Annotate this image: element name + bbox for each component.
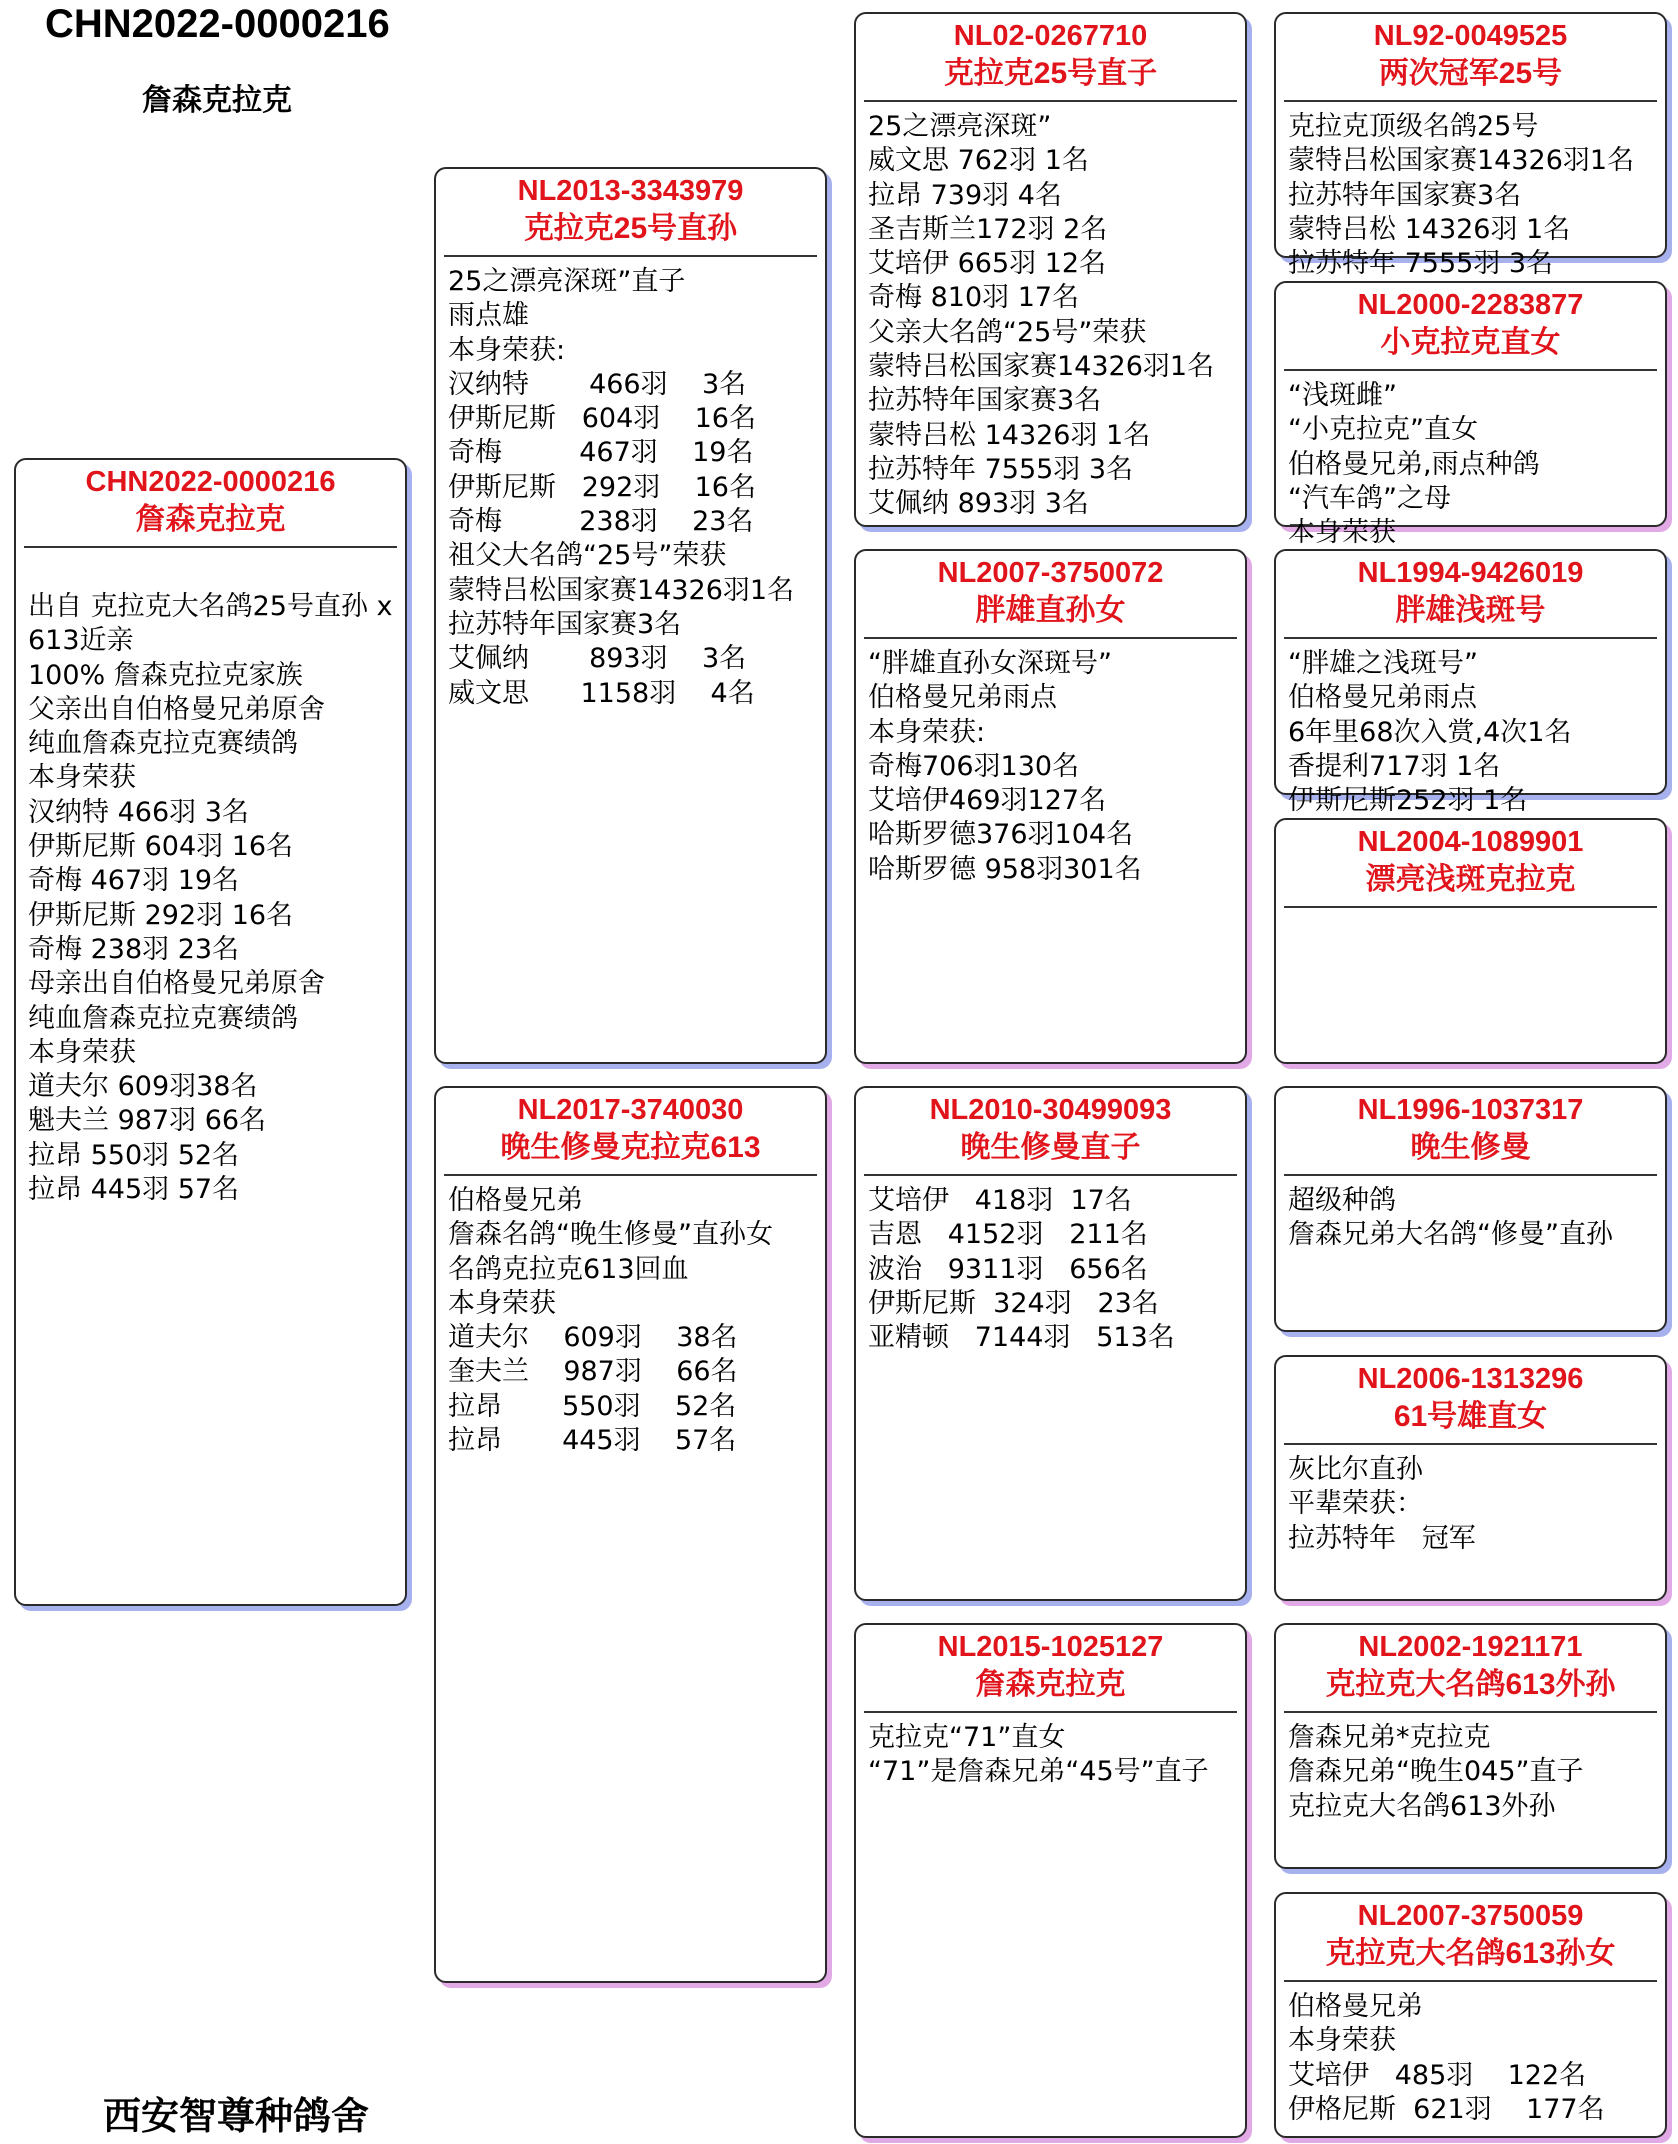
note-line: 100% 詹森克拉克家族 bbox=[28, 659, 303, 691]
pedigree-card-dsd[interactable] bbox=[1274, 1355, 1667, 1601]
ring-number: CHN2022-0000216 bbox=[85, 466, 336, 498]
note-line: 奇梅 467羽 19名 bbox=[448, 437, 754, 469]
note-line: 拉昂 550羽 52名 bbox=[448, 1390, 737, 1422]
note-line: 本身荣获 bbox=[448, 1287, 556, 1319]
card-notes bbox=[1276, 639, 1665, 818]
pigeon-name: 詹森克拉克 bbox=[975, 1668, 1126, 1701]
pedigree-card-sire-sire[interactable] bbox=[854, 12, 1247, 527]
note-line: 本身荣获 bbox=[1288, 2025, 1396, 2057]
note-line: 道夫尔 609羽38名 bbox=[28, 1071, 258, 1103]
note-line: 威文思 1158羽 4名 bbox=[448, 677, 755, 709]
note-line: 奇梅 238羽 23名 bbox=[28, 933, 240, 965]
card-header bbox=[436, 169, 825, 249]
note-line: “小克拉克”直女 bbox=[1288, 414, 1478, 446]
note-line: “胖雄之浅斑号” bbox=[1288, 648, 1478, 679]
card-notes bbox=[1276, 908, 1665, 916]
pedigree-card-sire-dam[interactable] bbox=[854, 549, 1247, 1064]
note-line: 哈斯罗德376羽104名 bbox=[868, 819, 1134, 851]
note-line: 母亲出自伯格曼兄弟原舍 bbox=[28, 968, 325, 1000]
ring-number: NL2002-1921171 bbox=[1358, 1631, 1583, 1663]
pedigree-card-dam-sire[interactable] bbox=[854, 1086, 1247, 1601]
note-line: 艾培伊 418羽 17名 bbox=[868, 1185, 1132, 1216]
note-line: 拉昂 550羽 52名 bbox=[28, 1139, 240, 1171]
note-line: 蒙特吕松国家赛14326羽1名 bbox=[1288, 145, 1635, 177]
note-line: 詹森兄弟*克拉克 bbox=[1288, 1722, 1491, 1753]
loft-name-footer: 西安智尊种鸽舍 bbox=[103, 2094, 370, 2138]
note-line: 伯格曼兄弟,雨点种鸽 bbox=[1288, 448, 1540, 480]
note-line: 伊斯尼斯 292羽 16名 bbox=[448, 471, 756, 503]
note-line: 本身荣获 bbox=[28, 1036, 136, 1068]
note-line: 克拉克大名鸽613外孙 bbox=[1288, 1790, 1556, 1822]
note-line: 伊斯尼斯 324羽 23名 bbox=[868, 1287, 1159, 1319]
pedigree-card-ddd[interactable] bbox=[1274, 1892, 1667, 2138]
ring-number: NL2010-30499093 bbox=[929, 1094, 1172, 1126]
note-line: 拉苏特年 7555羽 3名 bbox=[868, 453, 1134, 485]
note-line: 汉纳特 466羽 3名 bbox=[28, 796, 249, 828]
note-line: 伯格曼兄弟 bbox=[448, 1185, 583, 1216]
pigeon-name: 61号雄直女 bbox=[1393, 1400, 1548, 1433]
pigeon-name: 詹森克拉克 bbox=[135, 503, 286, 536]
ring-number: NL2006-1313296 bbox=[1357, 1363, 1584, 1395]
note-line: 本身荣获 bbox=[28, 762, 136, 794]
pedigree-card-sds[interactable] bbox=[1274, 549, 1667, 817]
pigeon-name: 小克拉克直女 bbox=[1380, 326, 1561, 359]
note-line: 艾培伊 665羽 12名 bbox=[868, 248, 1107, 280]
note-line: 哈斯罗德 958羽301名 bbox=[868, 853, 1142, 885]
note-line: 奇梅 810羽 17名 bbox=[868, 282, 1080, 314]
ring-number: NL92-0049525 bbox=[1373, 20, 1568, 52]
note-line: 灰比尔直孙 bbox=[1288, 1454, 1423, 1485]
ring-number: NL2013-3343979 bbox=[517, 175, 744, 207]
note-line: 拉昂 445羽 57名 bbox=[448, 1425, 737, 1457]
note-line: 父亲出自伯格曼兄弟原舍 bbox=[28, 693, 325, 725]
note-line: 克拉克顶级名鸽25号 bbox=[1288, 111, 1539, 142]
pedigree-card-sss[interactable] bbox=[1274, 12, 1667, 280]
note-line: 波治 9311羽 656名 bbox=[868, 1253, 1148, 1285]
note-line: 亚精顿 7144羽 513名 bbox=[868, 1322, 1175, 1354]
note-line: 纯血詹森克拉克赛绩鸽 bbox=[28, 1002, 298, 1034]
note-line: 艾佩纳 893羽 3名 bbox=[448, 643, 747, 675]
note-line: 25之漂亮深斑” bbox=[868, 111, 1052, 142]
note-line: 本身荣获 bbox=[1288, 517, 1396, 549]
card-notes bbox=[856, 1713, 1245, 1790]
note-line: 魁夫兰 987羽 66名 bbox=[28, 1105, 267, 1137]
note-line: 道夫尔 609羽 38名 bbox=[448, 1322, 738, 1354]
note-line: 25之漂亮深斑”直子 bbox=[448, 266, 686, 297]
note-line: 本身荣获: bbox=[868, 716, 986, 748]
card-header bbox=[16, 460, 405, 540]
card-header bbox=[1276, 1894, 1665, 1974]
card-header bbox=[436, 1088, 825, 1168]
note-line: “胖雄直孙女深斑号” bbox=[868, 648, 1112, 679]
ring-number: NL1994-9426019 bbox=[1357, 557, 1584, 589]
note-line: “汽车鸽”之母 bbox=[1288, 482, 1451, 514]
note-line: “浅斑雌” bbox=[1288, 380, 1397, 411]
note-line: 名鸽克拉克613回血 bbox=[448, 1253, 689, 1285]
note-line bbox=[28, 556, 405, 590]
pigeon-name: 克拉克大名鸽613外孙 bbox=[1325, 1668, 1616, 1701]
note-line: 汉纳特 466羽 3名 bbox=[448, 368, 747, 400]
note-line: 蒙特吕松 14326羽 1名 bbox=[1288, 213, 1571, 245]
note-line: 拉昂 739羽 4名 bbox=[868, 179, 1062, 211]
note-line: 詹森名鸽“晚生修曼”直孙女 bbox=[448, 1219, 773, 1251]
note-line: 拉昂 445羽 57名 bbox=[28, 1174, 240, 1206]
note-line: 伯格曼兄弟雨点 bbox=[868, 682, 1057, 714]
card-notes bbox=[436, 1176, 825, 1458]
card-header bbox=[1276, 1088, 1665, 1168]
card-notes bbox=[1276, 1713, 1665, 1824]
note-line: 伯格曼兄弟 bbox=[1288, 1991, 1423, 2022]
header-pigeon-name: 詹森克拉克 bbox=[142, 83, 292, 118]
header-ring-number: CHN2022-0000216 bbox=[45, 2, 390, 46]
note-line: 詹森兄弟“晚生045”直子 bbox=[1288, 1756, 1584, 1788]
card-header bbox=[856, 14, 1245, 94]
pedigree-card-subject[interactable] bbox=[14, 458, 407, 1606]
ring-number: NL2015-1025127 bbox=[937, 1631, 1164, 1663]
note-line: 伊斯尼斯 604羽 16名 bbox=[28, 831, 294, 863]
pigeon-name: 晚生修曼 bbox=[1410, 1131, 1531, 1164]
card-notes bbox=[856, 639, 1245, 887]
note-line: 拉苏特年 7555羽 3名 bbox=[1288, 248, 1554, 280]
note-line: 奎夫兰 987羽 66名 bbox=[448, 1356, 738, 1388]
pigeon-name: 漂亮浅斑克拉克 bbox=[1365, 863, 1576, 896]
pedigree-card-dam-dam[interactable] bbox=[854, 1623, 1247, 2138]
card-header bbox=[1276, 1625, 1665, 1705]
pigeon-name: 两次冠军25号 bbox=[1378, 57, 1563, 90]
pigeon-name: 克拉克大名鸽613孙女 bbox=[1325, 1937, 1616, 1970]
ring-number: NL2017-3740030 bbox=[517, 1094, 744, 1126]
card-notes bbox=[1276, 1176, 1665, 1253]
note-line: 威文思 762羽 1名 bbox=[868, 145, 1089, 177]
card-notes bbox=[1276, 1445, 1665, 1556]
card-header bbox=[856, 1625, 1245, 1705]
card-header bbox=[1276, 14, 1665, 94]
pedigree-card-dam[interactable] bbox=[434, 1086, 827, 1983]
pedigree-card-sdd[interactable] bbox=[1274, 818, 1667, 1064]
card-notes bbox=[856, 1176, 1245, 1355]
note-line: 伊斯尼斯 604羽 16名 bbox=[448, 403, 756, 435]
note-line: 香提利717羽 1名 bbox=[1288, 750, 1501, 782]
note-line: 伊斯尼斯252羽 1名 bbox=[1288, 785, 1528, 817]
card-header bbox=[1276, 283, 1665, 363]
note-line: 拉苏特年国家赛3名 bbox=[448, 608, 682, 640]
note-line: 圣吉斯兰172羽 2名 bbox=[868, 213, 1108, 245]
card-header bbox=[856, 1088, 1245, 1168]
card-notes bbox=[16, 548, 405, 1207]
note-line: 雨点雄 bbox=[448, 300, 529, 332]
ring-number: NL2007-3750059 bbox=[1357, 1900, 1584, 1932]
note-line: 奇梅 467羽 19名 bbox=[28, 865, 240, 897]
note-line: 艾佩纳 893羽 3名 bbox=[868, 488, 1089, 520]
note-line: 伯格曼兄弟雨点 bbox=[1288, 682, 1477, 714]
note-line: 超级种鸽 bbox=[1288, 1185, 1396, 1216]
note-line: 艾培伊469羽127名 bbox=[868, 785, 1107, 817]
note-line: 蒙特吕松国家赛14326羽1名 bbox=[448, 574, 795, 606]
note-line: 蒙特吕松 14326羽 1名 bbox=[868, 419, 1151, 451]
note-line: “71”是詹森兄弟“45号”直子 bbox=[868, 1756, 1209, 1788]
card-notes bbox=[1276, 371, 1665, 550]
note-line: 蒙特吕松国家赛14326羽1名 bbox=[868, 351, 1215, 383]
note-line: 纯血詹森克拉克赛绩鸽 bbox=[28, 728, 298, 760]
note-line: 艾培伊 485羽 122名 bbox=[1288, 2059, 1587, 2091]
card-header bbox=[1276, 551, 1665, 631]
pigeon-name: 晚生修曼克拉克613 bbox=[500, 1131, 761, 1164]
pigeon-name: 克拉克25号直子 bbox=[943, 57, 1158, 90]
note-line: 平辈荣获： bbox=[1288, 1488, 1423, 1520]
card-notes bbox=[856, 102, 1245, 522]
pedigree-card-sire[interactable] bbox=[434, 167, 827, 1064]
note-line: 吉恩 4152羽 211名 bbox=[868, 1219, 1148, 1251]
note-line: 奇梅 238羽 23名 bbox=[448, 506, 754, 538]
note-line: 拉苏特年国家赛3名 bbox=[1288, 179, 1522, 211]
note-line: 本身荣获: bbox=[448, 334, 566, 366]
pigeon-name: 胖雄浅斑号 bbox=[1395, 594, 1546, 627]
note-line: 拉苏特年 冠军 bbox=[1288, 1522, 1476, 1554]
note-line: 613近亲 bbox=[28, 625, 134, 657]
note-line: 出自 克拉克大名鸽25号直孙 x bbox=[28, 591, 393, 622]
note-line: 詹森兄弟大名鸽“修曼”直孙 bbox=[1288, 1219, 1613, 1251]
note-line: 克拉克“71”直女 bbox=[868, 1722, 1066, 1753]
pedigree-card-dds[interactable] bbox=[1274, 1623, 1667, 1869]
card-header bbox=[856, 551, 1245, 631]
card-notes bbox=[1276, 1982, 1665, 2127]
ring-number: NL2000-2283877 bbox=[1357, 289, 1584, 321]
note-line: 拉苏特年国家赛3名 bbox=[868, 385, 1102, 417]
pigeon-name: 胖雄直孙女 bbox=[975, 594, 1126, 627]
ring-number: NL2007-3750072 bbox=[937, 557, 1164, 589]
pedigree-card-dss[interactable] bbox=[1274, 1086, 1667, 1332]
pedigree-card-ssd[interactable] bbox=[1274, 281, 1667, 549]
card-header bbox=[1276, 1357, 1665, 1437]
ring-number: NL2004-1089901 bbox=[1357, 826, 1584, 858]
note-line: 伊格尼斯 621羽 177名 bbox=[1288, 2093, 1605, 2125]
pigeon-name: 晚生修曼直子 bbox=[960, 1131, 1141, 1164]
note-line: 伊斯尼斯 292羽 16名 bbox=[28, 899, 294, 931]
ring-number: NL02-0267710 bbox=[953, 20, 1148, 52]
note-line: 6年里68次入赏,4次1名 bbox=[1288, 716, 1572, 748]
card-header bbox=[1276, 820, 1665, 900]
note-line: 奇梅706羽130名 bbox=[868, 750, 1080, 782]
pigeon-name: 克拉克25号直孙 bbox=[523, 212, 738, 245]
ring-number: NL1996-1037317 bbox=[1357, 1094, 1584, 1126]
note-line: 父亲大名鸽“25号”荣获 bbox=[868, 316, 1147, 348]
card-notes bbox=[1276, 102, 1665, 281]
note-line: 祖父大名鸽“25号”荣获 bbox=[448, 540, 727, 572]
card-notes bbox=[436, 257, 825, 711]
